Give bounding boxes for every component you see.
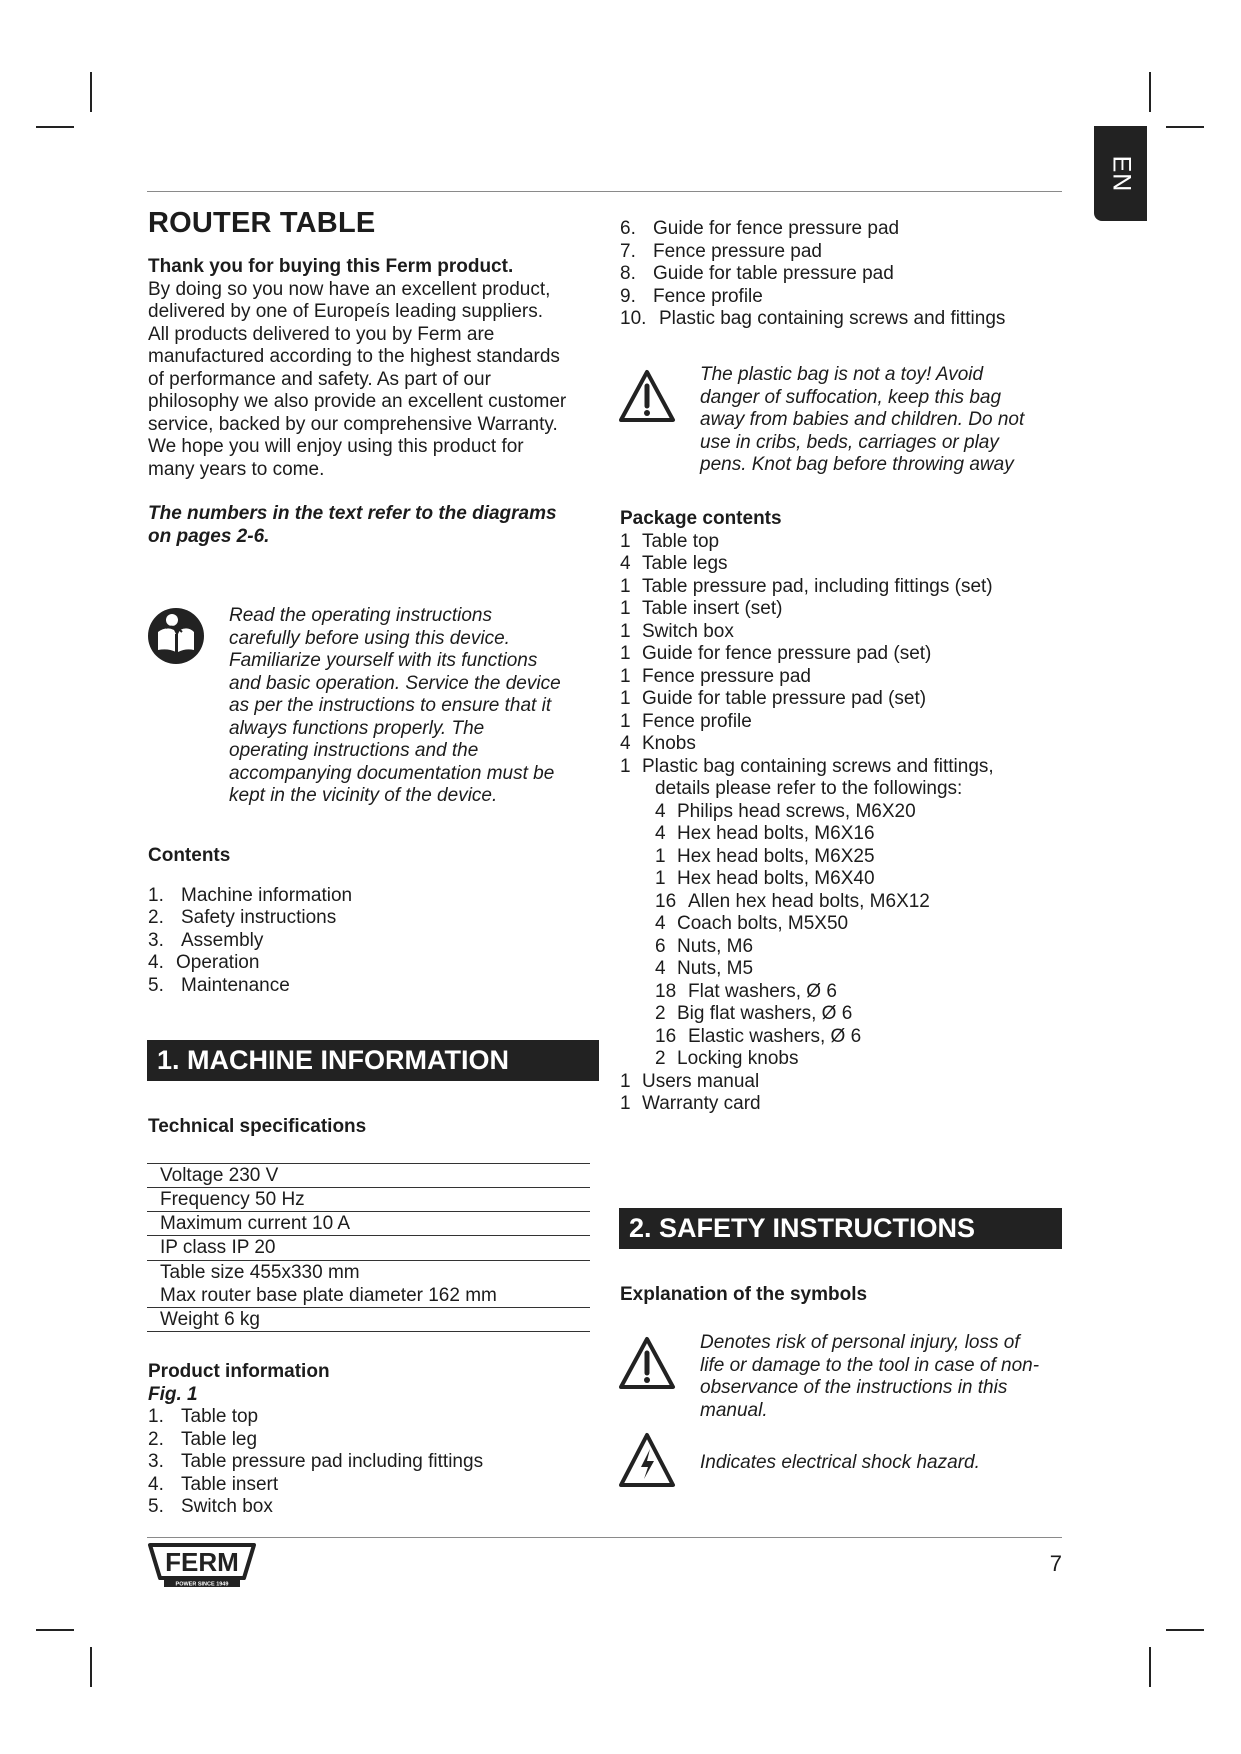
part-item: 8. Guide for table pressure pad [620, 263, 894, 284]
intro-line: manufactured according to the highest standards [148, 346, 560, 367]
contents-item: 4. Operation [148, 952, 260, 973]
fitting-item: 1 Hex head bolts, M6X40 [655, 868, 875, 889]
spec-row: Weight 6 kg [147, 1308, 590, 1332]
contents-item: 2. Safety instructions [148, 907, 337, 928]
fitting-item: 4 Philips head screws, M6X20 [655, 800, 916, 822]
page-number: 7 [1049, 1551, 1062, 1576]
spec-row: Table size 455x330 mm [147, 1260, 590, 1284]
product-information [148, 1361, 598, 1519]
warning-icon [617, 368, 677, 424]
section-band-machine-information: 1. MACHINE INFORMATION [147, 1040, 599, 1081]
part-item: 10. Plastic bag containing screws and fittings [620, 308, 1006, 329]
part-item: 1. Table top [148, 1406, 259, 1427]
diagram-note-line: on pages 2-6. [148, 525, 270, 547]
notice-line: always functions properly. The [229, 717, 485, 739]
technical-specifications [148, 1116, 598, 1139]
language-tab [1094, 126, 1147, 221]
footer-divider [147, 1537, 1062, 1538]
crop-mark [1149, 72, 1151, 112]
header-divider [147, 191, 1062, 192]
injury-warning-text [700, 1332, 1080, 1422]
notice-line: carefully before using this device. [229, 627, 510, 649]
notice-line: operating instructions and the [229, 740, 479, 761]
fitting-item: 4 Nuts, M5 [655, 958, 754, 979]
intro-line: many years to come. [148, 458, 325, 480]
part-item: 9. Fence profile [620, 285, 763, 307]
package-item: 1 Users manual [620, 1070, 760, 1092]
spec-row: IP class IP 20 [160, 1237, 276, 1258]
diagram-note-line: The numbers in the text refer to the diagrams [148, 503, 557, 524]
part-item: 4. Table insert [148, 1473, 279, 1495]
injury-line: life or damage to the tool in case of non- [700, 1354, 1040, 1376]
product-heading: Product information [148, 1361, 330, 1382]
injury-line: Denotes risk of personal injury, loss of [700, 1332, 1020, 1353]
contents-item: 1. Machine information [148, 884, 353, 906]
read-manual-icon [146, 606, 206, 666]
intro-line: By doing so you now have an excellent product, [148, 278, 551, 300]
notice-line: Familiarize yourself with its functions [229, 650, 538, 671]
notice-line: Read the operating instructions [229, 605, 492, 626]
fittings-details [620, 778, 1080, 1071]
crop-mark [1166, 1629, 1204, 1631]
contents-item: 3. Assembly [148, 929, 264, 951]
symbols-explanation [620, 1284, 1070, 1307]
logo-wordmark: FERM [165, 1547, 239, 1577]
spec-row: Maximum current 10 A [147, 1212, 590, 1236]
intro-line: delivered by one of Europeís leading suppliers. [148, 301, 544, 322]
package-heading: Package contents [620, 508, 782, 529]
spec-row: Frequency 50 Hz [147, 1188, 590, 1212]
intro-line: service, backed by our comprehensive Warranty. [148, 413, 558, 435]
plastic-bag-warning [700, 364, 1080, 477]
package-item: 1 Table insert (set) [620, 598, 783, 619]
fitting-item: 4 Hex head bolts, M6X16 [655, 823, 875, 844]
notice-line: kept in the vicinity of the device. [229, 785, 498, 806]
section-band-safety-instructions: 2. SAFETY INSTRUCTIONS [619, 1208, 1062, 1249]
package-item: 1 Guide for table pressure pad (set) [620, 688, 927, 709]
read-instructions-notice [229, 605, 609, 808]
fitting-item: 4 Coach bolts, M5X50 [655, 913, 849, 934]
notice-line: and basic operation. Service the device [229, 672, 561, 694]
part-item: 6. Guide for fence pressure pad [620, 218, 900, 239]
injury-line: manual. [700, 1399, 768, 1421]
crop-mark [36, 1629, 74, 1631]
electrical-hazard-icon [617, 1431, 677, 1489]
intro-thanks: Thank you for buying this Ferm product. [148, 256, 514, 277]
warning-line: The plastic bag is not a toy! Avoid [700, 364, 984, 385]
fitting-item: 6 Nuts, M6 [655, 935, 754, 957]
package-item: 1 Switch box [620, 620, 734, 642]
left-column [148, 206, 598, 548]
spec-table [147, 1163, 590, 1332]
shock-line: Indicates electrical shock hazard. [700, 1452, 980, 1473]
page-title: ROUTER TABLE [148, 207, 376, 239]
fitting-item: 16 Allen hex head bolts, M6X12 [655, 890, 930, 912]
contents-item: 5. Maintenance [148, 974, 290, 996]
intro-line: We hope you will enjoy using this product for [148, 436, 524, 457]
part-item: 5. Switch box [148, 1496, 273, 1517]
intro-line: of performance and safety. As part of our [148, 368, 491, 390]
fitting-item: 1 Hex head bolts, M6X25 [655, 845, 875, 867]
parts-continued [620, 218, 1070, 331]
notice-line: accompanying documentation must be [229, 762, 555, 784]
package-contents [620, 508, 1080, 1116]
package-item: 1 Table top [620, 530, 720, 552]
package-item: 1 Fence profile [620, 710, 752, 732]
details-intro: details please refer to the followings: [655, 778, 963, 799]
part-item: 2. Table leg [148, 1428, 258, 1450]
ferm-logo [147, 1542, 257, 1588]
warning-line: use in cribs, beds, carriages or play [700, 431, 999, 453]
fitting-item: 2 Big flat washers, Ø 6 [655, 1003, 853, 1024]
package-item: 4 Knobs [620, 733, 696, 754]
spec-row: Max router base plate diameter 162 mm [147, 1284, 590, 1308]
warning-line: danger of suffocation, keep this bag [700, 386, 1002, 408]
diagram-note [148, 503, 598, 548]
package-item: 1 Plastic bag containing screws and fittings, [620, 755, 994, 777]
part-item: 3. Table pressure pad including fittings [148, 1451, 484, 1472]
crop-mark [1166, 126, 1204, 128]
warning-line: pens. Knot bag before throwing away [700, 454, 1014, 475]
intro [148, 256, 598, 481]
intro-line: All products delivered to you by Ferm are [148, 323, 495, 345]
crop-mark [1149, 1647, 1151, 1687]
fitting-item: 2 Locking knobs [655, 1048, 799, 1069]
fitting-item: 16 Elastic washers, Ø 6 [655, 1025, 862, 1047]
warning-line: away from babies and children. Do not [700, 409, 1025, 430]
symbols-heading: Explanation of the symbols [620, 1284, 868, 1305]
injury-line: observance of the instructions in this [700, 1377, 1008, 1398]
shock-warning-text [700, 1452, 1080, 1475]
part-item: 7. Fence pressure pad [620, 240, 822, 262]
figure-ref: Fig. 1 [148, 1383, 198, 1405]
intro-line: philosophy we also provide an excellent customer [148, 391, 567, 412]
spec-row: Voltage 230 V [147, 1164, 590, 1188]
logo-tagline: POWER SINCE 1949 [175, 1581, 229, 1588]
package-item: 4 Table legs [620, 553, 728, 574]
package-item: 1 Table pressure pad, including fittings (set) [620, 575, 993, 597]
contents-heading: Contents [148, 845, 231, 866]
package-item: 1 Guide for fence pressure pad (set) [620, 643, 932, 664]
tech-heading: Technical specifications [148, 1116, 367, 1137]
language-tab-label: EN [1107, 155, 1135, 192]
warning-icon [617, 1335, 677, 1391]
contents [148, 845, 598, 997]
notice-line: as per the instructions to ensure that it [229, 695, 552, 716]
package-item: 1 Fence pressure pad [620, 665, 811, 687]
crop-mark [36, 126, 74, 128]
package-item: 1 Warranty card [620, 1093, 761, 1114]
crop-mark [90, 72, 92, 112]
crop-mark [90, 1647, 92, 1687]
fitting-item: 18 Flat washers, Ø 6 [655, 980, 837, 1002]
